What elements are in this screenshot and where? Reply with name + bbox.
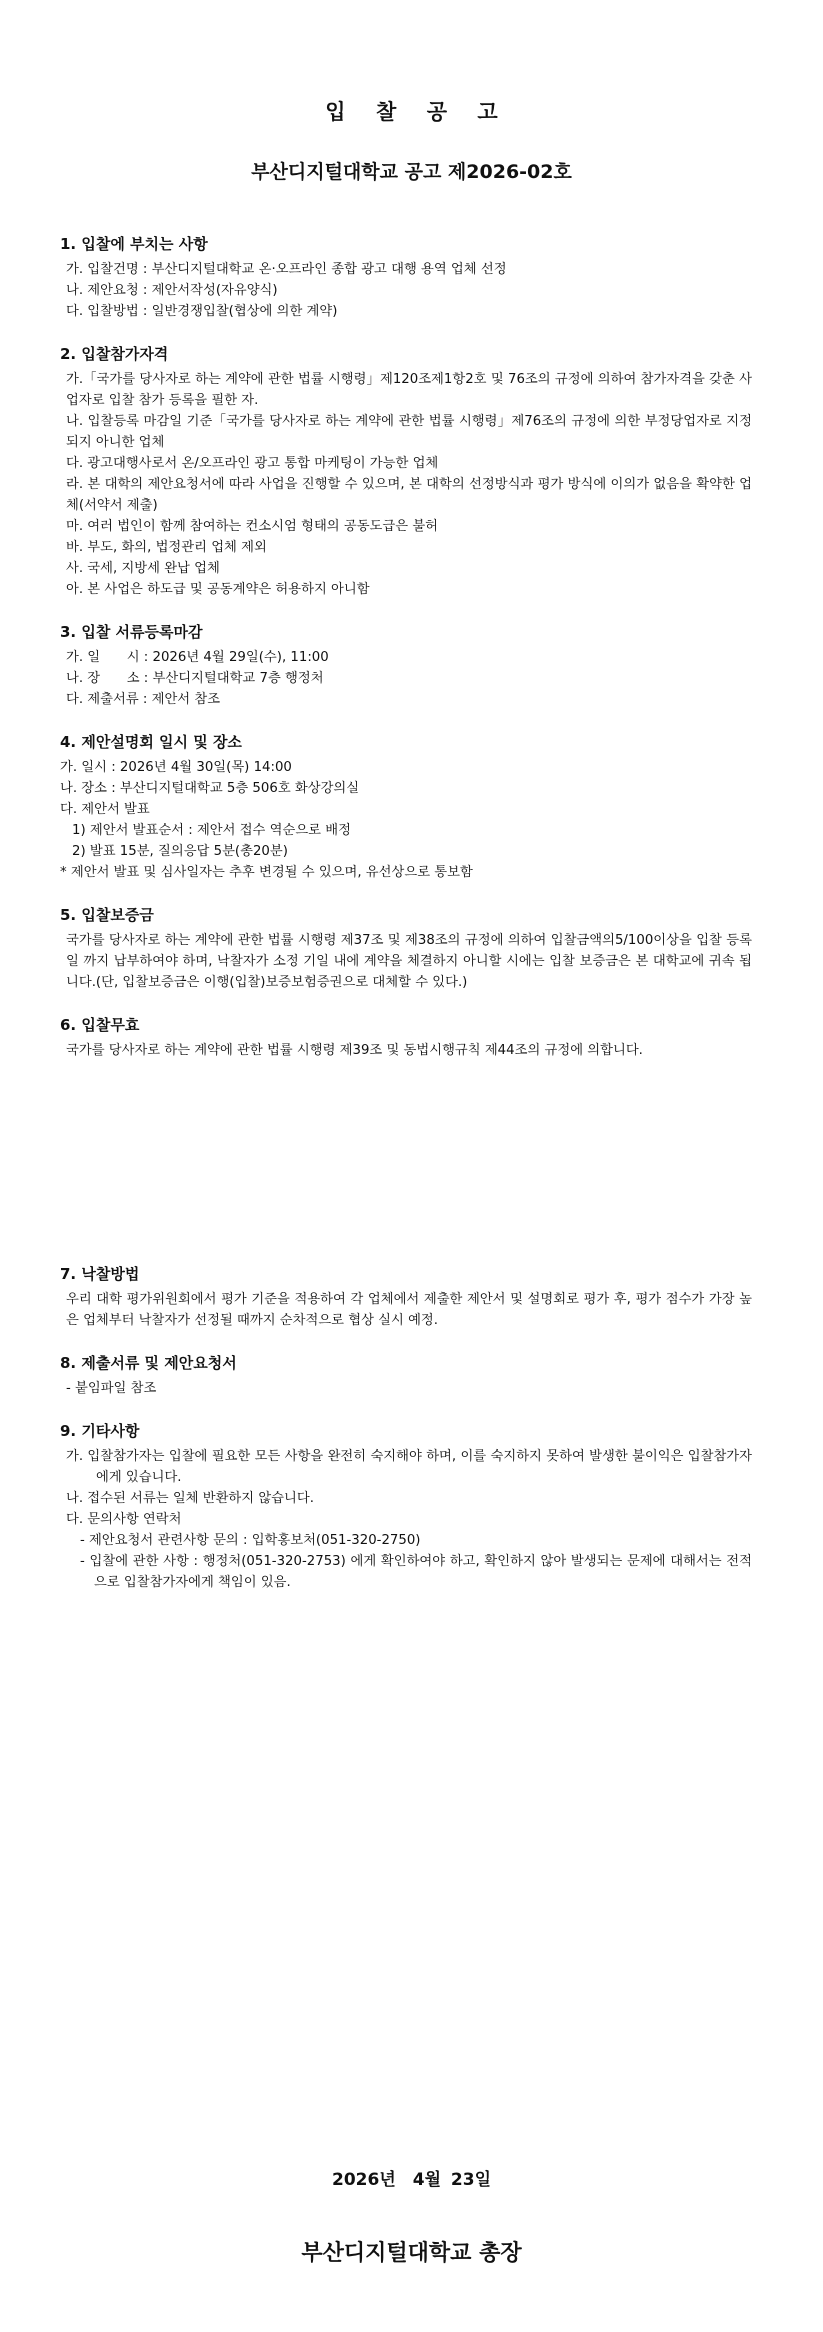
lower-sections (60, 1264, 752, 1615)
section-line: 나. 접수된 서류는 일체 반환하지 않습니다. (66, 1491, 314, 1506)
section-line: 나. 입찰등록 마감일 기준「국가를 당사자로 하는 계약에 관한 법률 시행령」제76조의 규정에 의한 부정당업자로 지정되지 아니한 업체 (66, 414, 752, 450)
section-line: 사. 국세, 지방세 완납 업체 (66, 561, 220, 576)
section-line: 다. 광고대행사로서 온/오프라인 광고 통합 마케팅이 가능한 업체 (66, 456, 439, 471)
section-line: 국가를 당사자로 하는 계약에 관한 법률 시행령 제37조 및 제38조의 규정에 의하여 입찰금액의5/100이상을 입찰 등록일 까지 납부하여야 하며, 낙찰자가 소정 기일 내에 계약을 체결하지 아니할 시에는 입찰 보증금은 본 대학교에 귀속 됩니다.(단, 입찰보증금은 이행(입찰)보증보험증권으로 대체할 수 있다.) (66, 933, 752, 990)
section-line: 우리 대학 평가위원회에서 평가 기준을 적용하여 각 업체에서 제출한 제안서 및 설명회로 평가 후, 평가 점수가 가장 높은 업체부터 낙찰자가 선정될 때까지 순차적으로 협상 실시 예정. (66, 1292, 752, 1328)
section-eligibility (60, 344, 752, 600)
section-line: 다. 제안서 발표 (60, 802, 150, 817)
section-line: 가. 입찰건명 : 부산디지털대학교 온·오프라인 종합 광고 대행 용역 업체 선정 (66, 262, 507, 277)
section-heading: 9. 기타사항 (60, 1422, 140, 1440)
section-bid-bond (60, 905, 752, 993)
section-heading: 5. 입찰보증금 (60, 906, 154, 924)
section-line: - 붙임파일 참조 (66, 1381, 157, 1396)
section-line: 다. 제출서류 : 제안서 참조 (66, 692, 221, 707)
section-line: 국가를 당사자로 하는 계약에 관한 법률 시행령 제39조 및 동법시행규칙 제44조의 규정에 의합니다. (66, 1043, 643, 1058)
section-heading: 7. 낙찰방법 (60, 1265, 140, 1283)
section-line: 아. 본 사업은 하도급 및 공동계약은 허용하지 아니함 (66, 582, 370, 597)
section-line: 1) 제안서 발표순서 : 제안서 접수 역순으로 배정 (72, 823, 351, 838)
section-bid-subject (60, 234, 752, 322)
section-briefing (60, 732, 752, 883)
section-line: 2) 발표 15분, 질의응답 5분(총20분) (72, 844, 288, 859)
document-title: 입 찰 공 고 (325, 100, 510, 124)
notice-number: 부산디지털대학교 공고 제2026-02호 (251, 161, 572, 183)
section-line: 가. 일 시 : 2026년 4월 29일(수), 11:00 (66, 650, 329, 665)
section-line: 가. 일시 : 2026년 4월 30일(목) 14:00 (60, 760, 292, 775)
section-line: 라. 본 대학의 제안요청서에 따라 사업을 진행할 수 있으며, 본 대학의 선정방식과 평가 방식에 이의가 없음을 확약한 업체(서약서 제출) (66, 477, 752, 513)
section-line: * 제안서 발표 및 심사일자는 추후 변경될 수 있으며, 유선상으로 통보함 (60, 865, 473, 880)
section-line: 다. 입찰방법 : 일반경쟁입찰(협상에 의한 계약) (66, 304, 338, 319)
section-line: 나. 제안요청 : 제안서작성(자유양식) (66, 283, 278, 298)
section-line: 다. 문의사항 연락처 (66, 1512, 182, 1527)
section-line: 바. 부도, 화의, 법정관리 업체 제외 (66, 540, 267, 555)
section-heading: 4. 제안설명회 일시 및 장소 (60, 733, 242, 751)
section-line: 마. 여러 법인이 함께 참여하는 컨소시엄 형태의 공동도급은 불허 (66, 519, 439, 534)
section-other-matters (60, 1421, 752, 1593)
section-award-method (60, 1264, 752, 1331)
section-line: - 제안요청서 관련사항 문의 : 입학홍보처(051-320-2750) (80, 1533, 421, 1548)
notice-date: 2026년 4월 23일 (332, 2170, 491, 2190)
section-heading: 8. 제출서류 및 제안요청서 (60, 1354, 237, 1372)
section-documents (60, 1353, 752, 1399)
section-heading: 2. 입찰참가자격 (60, 345, 169, 363)
section-line: 가. 입찰참가자는 입찰에 필요한 모든 사항을 완전히 숙지해야 하며, 이를 숙지하지 못하여 발생한 불이익은 입찰참가자에게 있습니다. (66, 1449, 752, 1485)
issuer-name: 부산디지털대학교 총장 (301, 2241, 522, 2266)
section-line: 가.「국가를 당사자로 하는 계약에 관한 법률 시행령」제120조제1항2호 및 76조의 규정에 의하여 참가자격을 갖춘 사업자로 입찰 참가 등록을 필한 자. (66, 372, 752, 408)
section-line: - 입찰에 관한 사항 : 행정처(051-320-2753) 에게 확인하여야 하고, 확인하지 않아 발생되는 문제에 대해서는 전적으로 입찰참가자에게 책임이 있음. (80, 1554, 752, 1590)
section-heading: 1. 입찰에 부치는 사항 (60, 235, 208, 253)
section-heading: 3. 입찰 서류등록마감 (60, 623, 203, 641)
section-bid-invalidity (60, 1015, 752, 1061)
notice-body (60, 234, 752, 1590)
section-registration-deadline (60, 622, 752, 710)
section-heading: 6. 입찰무효 (60, 1016, 140, 1034)
section-line: 나. 장소 : 부산디지털대학교 5층 506호 화상강의실 (60, 781, 360, 796)
section-line: 나. 장 소 : 부산디지털대학교 7층 행정처 (66, 671, 324, 686)
